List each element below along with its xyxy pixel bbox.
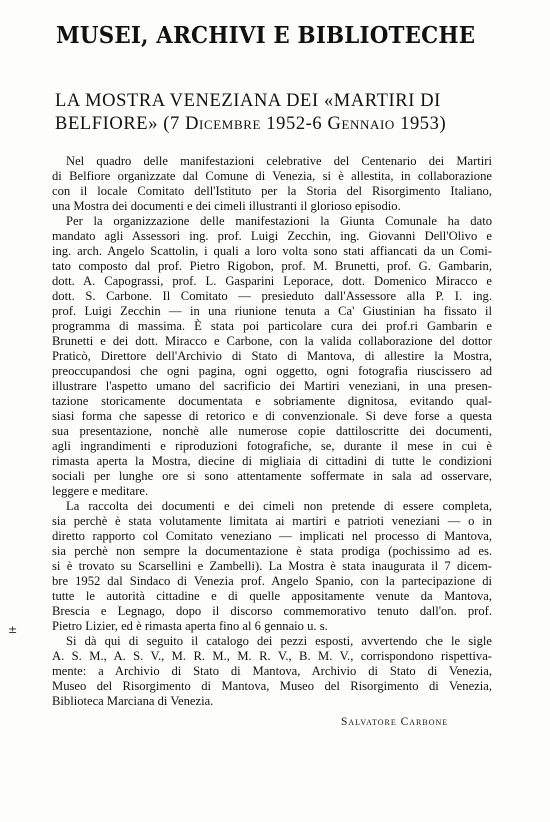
body-line: ing. arch. Angelo Scattolin, i quali a loro volta sono stati affiancati da un Comi-: [52, 244, 492, 258]
body-line: Nel quadro delle manifestazioni celebrative del Centenario dei Martiri: [66, 154, 492, 168]
article-title-line2: BELFIORE»: [55, 114, 164, 134]
body-line: Praticò, Direttore dell'Archivio di Stato di Mantova, di allestire la Mostra,: [52, 349, 492, 363]
body-line: sua presentazione, nonchè alle numerose copie dattiloscritte dei documenti,: [52, 424, 492, 438]
body-line: prof. Luigi Zecchin — in una riunione tenuta a Ca' Giustinian ha fissato il: [52, 304, 492, 318]
body-line: una Mostra dei documenti e dei cimeli illustranti il glorioso episodio.: [52, 199, 401, 213]
article-title-line1: LA MOSTRA VENEZIANA DEI «MARTIRI DI: [55, 91, 441, 111]
body-line: con il locale Comitato dell'Istituto per la Storia del Risorgimento Italiano,: [52, 184, 492, 198]
body-line: Per la organizzazione delle manifestazioni la Giunta Comunale ha dato: [66, 214, 492, 228]
body-line: sia perchè non sempre la documentazione è stata prodiga (pochissimo ad es.: [52, 544, 492, 558]
body-line: dott. A. Capograssi, prof. L. Gasparini Leporace, dott. Domenico Miracco e: [52, 274, 492, 288]
body-line: siasi forma che sapesse di retorico e di convenzionale. Si deve forse a questa: [52, 409, 492, 423]
body-line: preoccupandosi che ogni pagina, ogni oggetto, ogni fotografia riuscissero ad: [52, 364, 492, 378]
body-line: tazione storicamente documentata e sobriamente dignitosa, evitando qual-: [52, 394, 492, 408]
article-title-dates: (7 Dicembre 1952-6 Gennaio 1953): [163, 114, 447, 134]
body-line: si è trovato su Scarsellini e Zambelli). La Mostra è stata inaugurata il 7 dicem-: [52, 559, 492, 573]
body-line: Brunetti e dei dott. Miracco e Carbone, con la valida collaborazione del dottor: [52, 334, 492, 348]
margin-mark: ±: [8, 623, 18, 636]
body-line: mandato agli Assessori ing. prof. Luigi Zecchin, ing. Giovanni Dell'Olivo e: [52, 229, 492, 243]
body-line: tato composto dal prof. Pietro Rigobon, prof. M. Brunetti, prof. G. Gambarin,: [52, 259, 492, 273]
body-line: Pietro Lizier, ed è rimasta aperta fino al 6 gennaio u. s.: [52, 619, 328, 633]
body-line: Si dà qui di seguito il catalogo dei pezzi esposti, avvertendo che le sigle: [66, 634, 492, 648]
article-body: [52, 154, 492, 709]
body-line: sia perchè è stata volutamente limitata ai martiri e patrioti veneziani — o in: [52, 514, 492, 528]
author-signature: Salvatore Carbone: [341, 716, 449, 728]
body-line: Brescia e Legnago, dopo il discorso commemorativo tenuto dall'on. prof.: [52, 604, 492, 618]
body-line: agli ingrandimenti e riproduzioni fotografiche, se, durante il mese in cui è: [52, 439, 492, 453]
body-line: bre 1952 dal Sindaco di Venezia prof. Angelo Spanio, con la partecipazione di: [52, 574, 492, 588]
body-line: diretto rapporto col Comitato veneziano — implicati nel processo di Mantova,: [52, 529, 492, 543]
body-line: sociali per lunghe ore si sono attentamente soffermate in sala ad osservare,: [52, 469, 492, 483]
body-line: programma di massima. È stata poi particolare cura dei prof.ri Gambarin e: [52, 319, 492, 333]
body-line: dott. S. Carbone. Il Comitato — presieduto dall'Assessore alla P. I. ing.: [52, 289, 492, 303]
body-line: Museo del Risorgimento di Mantova, Museo del Risorgimento di Venezia,: [52, 679, 492, 693]
body-line: A. S. M., A. S. V., M. R. M., M. R. V., B. M. V., corrispondono rispettiva-: [52, 649, 492, 663]
body-line: mente: a Archivio di Stato di Mantova, Archivio di Stato di Venezia,: [52, 664, 492, 678]
body-line: illustrare l'aspetto umano del sacrificio dei Martiri veneziani, in una presen-: [52, 379, 492, 393]
body-line: leggere e meditare.: [52, 484, 149, 498]
article-title: [55, 90, 475, 136]
body-line: La raccolta dei documenti e dei cimeli non pretende di essere completa,: [66, 499, 492, 513]
body-line: rimasta aperta la Mostra, diecine di migliaia di cittadini di tutte le condizioni: [52, 454, 492, 468]
body-line: di Belfiore organizzate dal Comune di Venezia, si è allestita, in collaborazione: [52, 169, 492, 183]
body-line: tutte le autorità cittadine e di quelle appositamente venute da Mantova,: [52, 589, 492, 603]
section-heading: MUSEI, ARCHIVI E BIBLIOTECHE: [56, 22, 476, 49]
body-line: Biblioteca Marciana di Venezia.: [52, 694, 214, 708]
